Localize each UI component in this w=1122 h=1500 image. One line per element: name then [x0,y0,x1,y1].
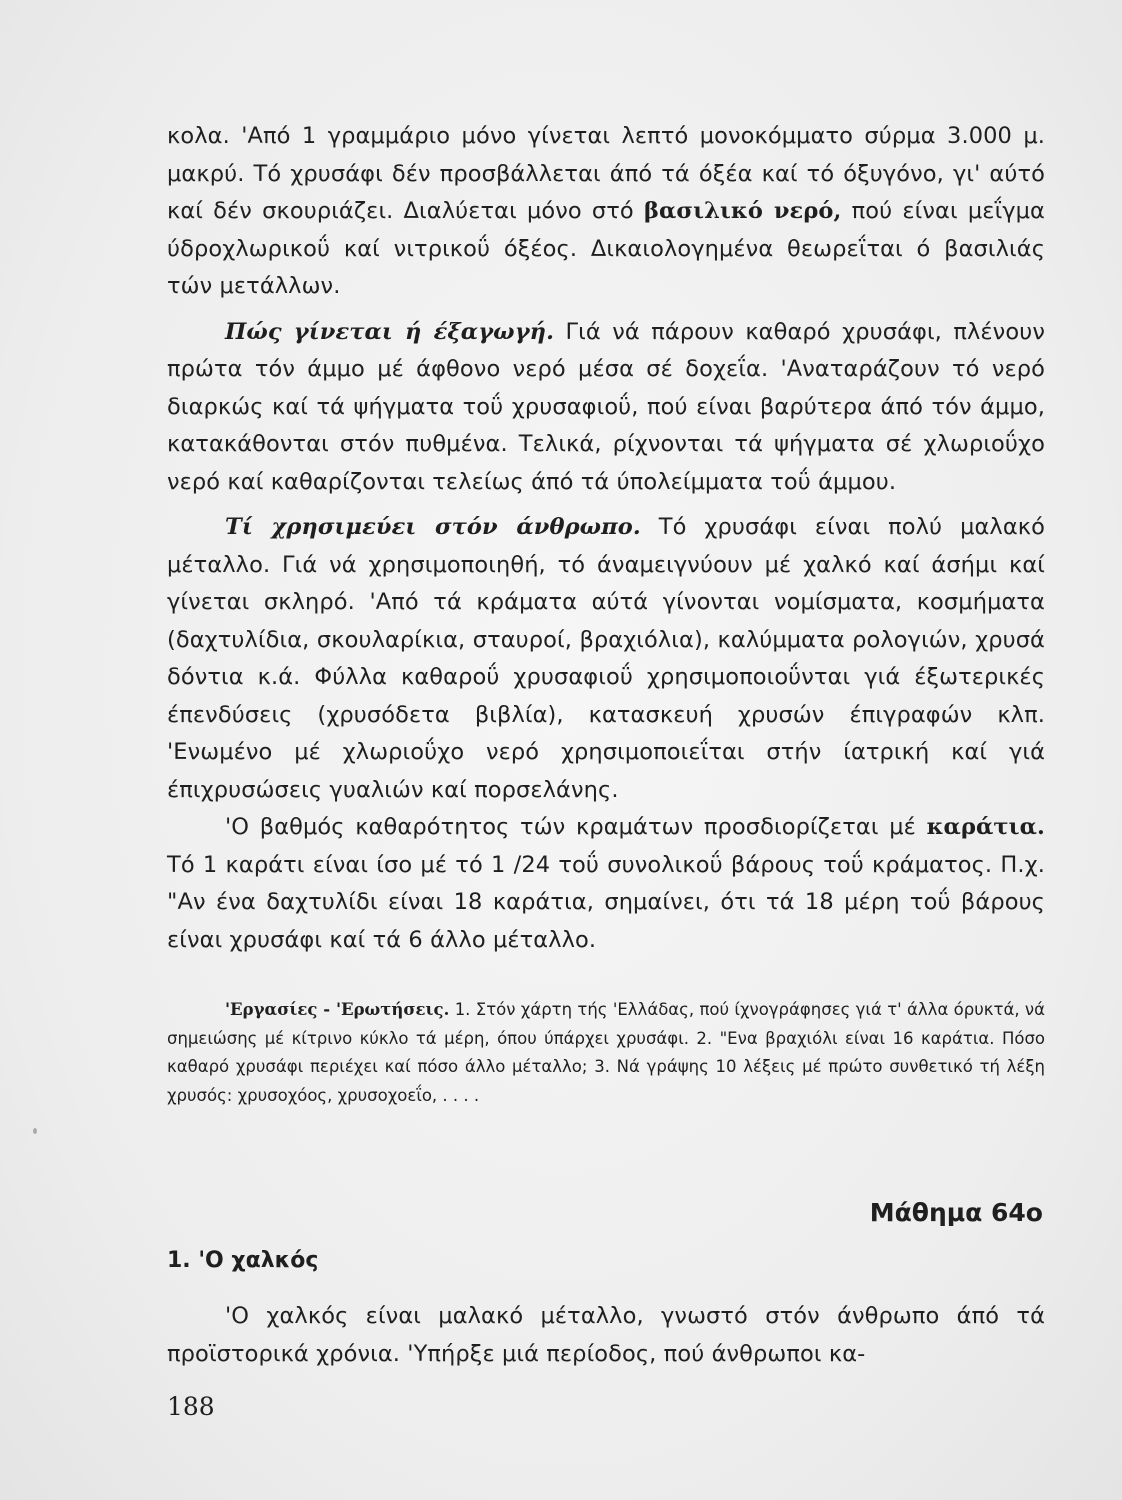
paragraph-uses: Τί χρησιμεύει στόν άνθρωπο. Τό χρυσάφι είναι πολύ μαλακό μέταλλο. Γιά νά χρησιμοποιηθή, τό άναμειγνύουν μέ χαλκό καί άσήμι καί γίνεται σκληρό. 'Από τά κράματα αύτά γίνονται νομίσματα, κοσμήματα (δαχτυλίδια, σκουλαρίκια, σταυροί, βραχιόλια), καλύμματα ρολογιών, χρυσά δόντια κ.ά. Φύλλα καθαροΰ χρυσαφιοΰ χρησιμοποιοΰνται γιά έξωτερικές έπενδύσεις (χρυσόδετα βιβλία), κατασκευή χρυσών έπιγραφών κλπ. 'Ενωμένο μέ χλωριοΰχο νερό χρησιμοποιεΐται στήν ίατρική καί γιά έπιχρυσώσεις γυαλιών καί πορσελάνης. [167,514,1045,803]
paragraph-heading-uses: Τί χρησιμεύει στόν άνθρωπο. [225,514,641,540]
copper-text-block [167,1298,1045,1373]
page-number: 188 [167,1392,215,1421]
exercises-heading: 'Εργασίες - 'Ερωτήσεις. [225,1000,450,1019]
paragraph-copper-intro: 'Ο χαλκός είναι μαλακό μέταλλο, γνωστό στόν άνθρωπο άπό τά προϊστορικά χρόνια. 'Υπήρξε μιά περίοδος, πού άνθρωποι κα- [167,1303,1045,1367]
paragraph-carats: 'Ο βαθμός καθαρότητος τών κραμάτων προσδιορίζεται μέ καράτια. Τό 1 καράτι είναι ίσο μέ τό 1 /24 τοΰ συνολικοΰ βάρους τοΰ κράματος. Π.χ. "Αν ένα δαχτυλίδι είναι 18 καράτια, σημαίνει, ότι τά 18 μέρη τοΰ βάρους είναι χρυσάφι καί τά 6 άλλο μέταλλο. [167,814,1045,953]
paragraph-extraction: Πώς γίνεται ή έξαγωγή. Γιά νά πάρουν καθαρό χρυσάφι, πλένουν πρώτα τόν άμμο μέ άφθονο νερό μέσα σέ δοχεΐα. 'Αναταράζουν τό νερό διαρκώς καί τά ψήγματα τοΰ χρυσαφιοΰ, πού είναι βαρύτερα άπό τόν άμμο, κατακάθονται στόν πυθμένα. Τελικά, ρίχνονται τά ψήγματα σέ χλωριοΰχο νερό καί καθαρίζονται τελείως άπό τά ύπολείμματα τοΰ άμμου. [167,318,1045,495]
page-speck [33,1128,37,1134]
lesson-title: Μάθημα 64ο [869,1198,1043,1227]
term-carats: καράτια. [926,814,1045,840]
exercises-block: 'Εργασίες - 'Ερωτήσεις. 1. Στόν χάρτη τής 'Ελλάδας, πού ίχνογράφησες γιά τ' άλλα όρυκτά, νά σημειώσης μέ κίτρινο κύκλο τά μέρη, όπου ύπάρχει χρυσάφι. 2. "Ενα βραχιόλι είναι 16 καράτια. Πόσο καθαρό χρυσάφι περιέχει καί πόσο άλλο μέταλλο; 3. Νά γράψης 10 λέξεις μέ πρώτο συνθετικό τή λέξη χρυσός: χρυσοχόος, χρυσοχοεΐο, . . . . [167,1000,1046,1105]
term-aqua-regia: βασιλικό νερό, [643,198,842,224]
main-text-block [167,118,1045,959]
section-title: 1. 'Ο χαλκός [167,1248,319,1273]
paragraph-gold-properties: κολα. 'Από 1 γραμμάριο μόνο γίνεται λεπτό μονοκόμματο σύρμα 3.000 μ. μακρύ. Τό χρυσάφι δέν προσβάλλεται άπό τά όξέα καί τό όξυγόνο, γι' αύτό καί δέν σκουριάζει. Διαλύεται μόνο στό βασιλικό νερό, πού είναι μεΐγμα ύδροχλωρικοΰ καί νιτρικοΰ όξέος. Δικαιολογημένα θεωρεΐται ό βασιλιάς τών μετάλλων. [167,123,1045,299]
paragraph-heading-extraction: Πώς γίνεται ή έξαγωγή. [225,318,555,345]
